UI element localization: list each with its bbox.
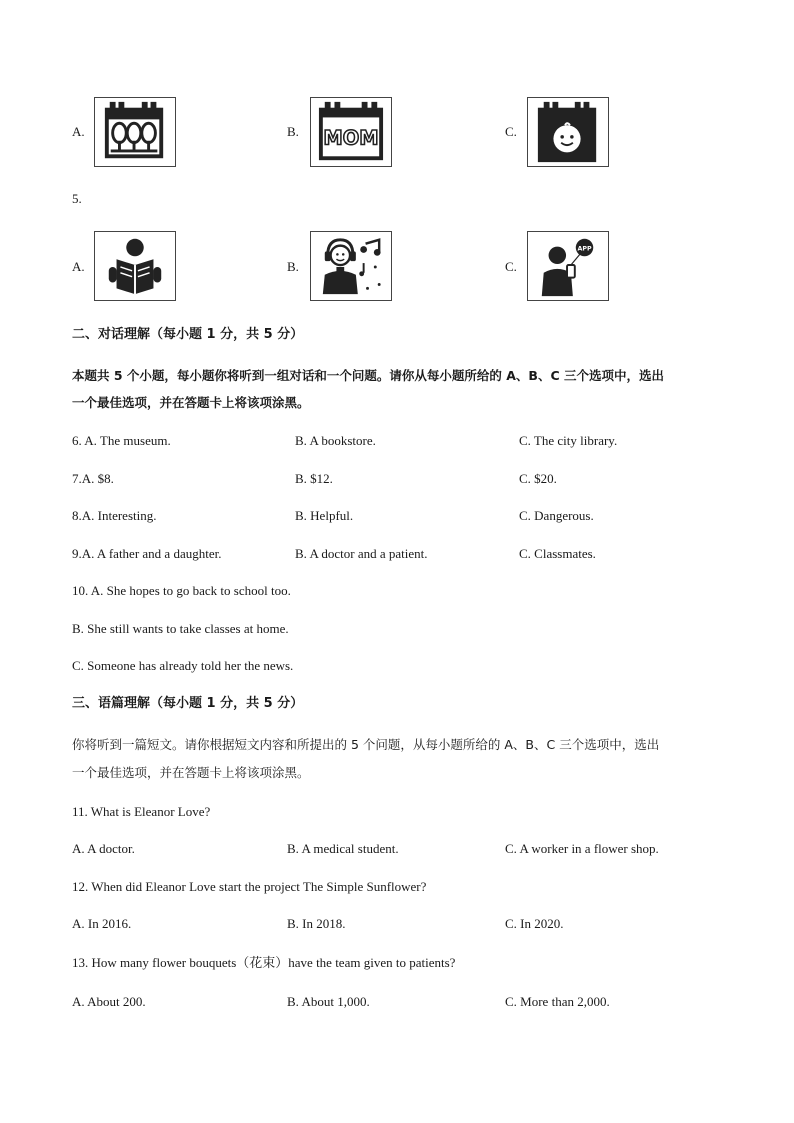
q6-option-c: C. The city library.	[519, 433, 618, 448]
q6-option-b: B. A bookstore.	[295, 433, 376, 448]
q13-option-b: B. About 1,000.	[287, 994, 370, 1009]
q13-option-c: C. More than 2,000.	[505, 994, 610, 1009]
section3-instruction-line1: 你将听到一篇短文。请你根据短文内容和所提出的 5 个问题，从每小题所给的 A、B、C 三个选项中，选出	[72, 737, 660, 752]
section2-instruction-line2: 一个最佳选项，并在答题卡上将该项涂黑。	[72, 395, 310, 410]
q10-option-c: C. Someone has already told her the news.	[72, 658, 294, 673]
section3-instruction-line2: 一个最佳选项，并在答题卡上将该项涂黑。	[72, 765, 310, 780]
music-listener-icon	[310, 231, 392, 301]
q5-option-c-label: C.	[505, 259, 517, 274]
section2-instruction-line1: 本题共 5 个小题，每小题你将听到一组对话和一个问题。请你从每小题所给的 A、B、C 三个选项中，选出	[72, 368, 664, 383]
q7-option-b: B. $12.	[295, 471, 333, 486]
q10-option-a: 10. A. She hopes to go back to school too.	[72, 583, 291, 598]
q12-option-b: B. In 2018.	[287, 916, 346, 931]
q4-option-a-label: A.	[72, 124, 85, 139]
section3-heading: 三、语篇理解（每小题 1 分，共 5 分）	[72, 696, 304, 711]
q13-option-a: A. About 200.	[72, 994, 146, 1009]
q7-option-a: 7.A. $8.	[72, 471, 114, 486]
calendar-trees-icon	[94, 97, 176, 167]
q8-option-b: B. Helpful.	[295, 508, 354, 523]
phone-app-person-icon	[527, 231, 609, 301]
q4-option-c-label: C.	[505, 124, 517, 139]
q11-option-a: A. A doctor.	[72, 841, 135, 856]
q5-option-b-label: B.	[287, 259, 299, 274]
q13-stem: 13. How many flower bouquets（花束）have the team given to patients?	[72, 955, 456, 970]
q12-option-c: C. In 2020.	[505, 916, 564, 931]
q4-option-b-label: B.	[287, 124, 299, 139]
q6-option-a: 6. A. The museum.	[72, 433, 171, 448]
calendar-baby-icon	[527, 97, 609, 167]
q5-number: 5.	[72, 191, 82, 206]
q5-option-a-label: A.	[72, 259, 85, 274]
q8-option-c: C. Dangerous.	[519, 508, 594, 523]
q12-stem: 12. When did Eleanor Love start the project The Simple Sunflower?	[72, 879, 427, 894]
q11-stem: 11. What is Eleanor Love?	[72, 804, 211, 819]
q9-option-c: C. Classmates.	[519, 546, 596, 561]
app-icon-text: APP	[577, 245, 592, 253]
q8-option-a: 8.A. Interesting.	[72, 508, 157, 523]
reading-person-icon	[94, 231, 176, 301]
mom-icon-text: MOM	[323, 126, 379, 150]
q12-option-a: A. In 2016.	[72, 916, 132, 931]
q11-option-c: C. A worker in a flower shop.	[505, 841, 659, 856]
calendar-mom-icon	[310, 97, 392, 167]
q7-option-c: C. $20.	[519, 471, 557, 486]
section2-heading: 二、对话理解（每小题 1 分，共 5 分）	[72, 327, 304, 342]
q10-option-b: B. She still wants to take classes at home.	[72, 621, 289, 636]
q9-option-a: 9.A. A father and a daughter.	[72, 546, 222, 561]
q11-option-b: B. A medical student.	[287, 841, 399, 856]
q9-option-b: B. A doctor and a patient.	[295, 546, 428, 561]
